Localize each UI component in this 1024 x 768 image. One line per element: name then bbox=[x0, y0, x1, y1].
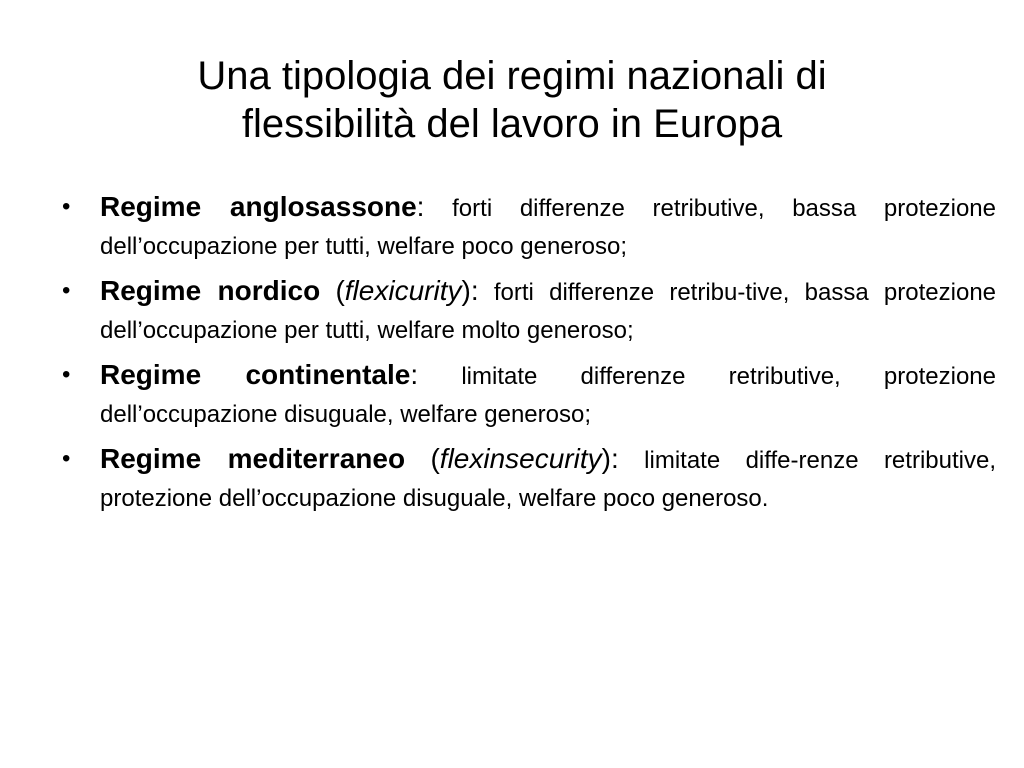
bullet-icon: • bbox=[62, 445, 71, 472]
bullet-term: Regime nordico bbox=[100, 275, 321, 306]
bullet-term: Regime continentale bbox=[100, 359, 411, 390]
bullet-list bbox=[62, 188, 996, 524]
slide-title-line-2: flessibilità del lavoro in Europa bbox=[241, 102, 783, 146]
bullet-paren-term: flexinsecurity bbox=[439, 443, 602, 474]
bullet-colon: : bbox=[410, 359, 419, 390]
paren-close: ) bbox=[601, 443, 611, 474]
bullet-term: Regime anglosassone bbox=[100, 191, 417, 222]
paren-open: ( bbox=[430, 443, 440, 474]
bullet-description: forti differenze retribu-tive, bassa protezione dell’occupazione per tutti, welfare molto generoso; bbox=[100, 279, 997, 344]
slide-title-line-1: Una tipologia dei regimi nazionali di bbox=[197, 54, 827, 98]
slide-title bbox=[60, 52, 964, 148]
bullet-icon: • bbox=[62, 193, 71, 220]
bullet-colon: : bbox=[416, 191, 425, 222]
bullet-item-nordico bbox=[62, 272, 996, 350]
bullet-item-mediterraneo bbox=[62, 440, 996, 518]
bullet-colon: : bbox=[470, 275, 479, 306]
paren-close: ) bbox=[461, 275, 471, 306]
paren-open: ( bbox=[335, 275, 345, 306]
bullet-item-anglosassone bbox=[62, 188, 996, 266]
bullet-item-continentale bbox=[62, 356, 996, 434]
bullet-paren-term: flexicurity bbox=[344, 275, 462, 306]
bullet-icon: • bbox=[62, 277, 71, 304]
bullet-description: forti differenze retributive, bassa protezione dell’occupazione per tutti, welfare poco generoso; bbox=[100, 195, 997, 260]
bullet-icon: • bbox=[62, 361, 71, 388]
bullet-colon: : bbox=[610, 443, 619, 474]
bullet-term: Regime mediterraneo bbox=[100, 443, 406, 474]
bullet-description: limitate diffe-renze retributive, protezione dell’occupazione disuguale, welfare poco generoso. bbox=[100, 447, 996, 512]
bullet-description: limitate differenze retributive, protezione dell’occupazione disuguale, welfare generoso; bbox=[100, 363, 996, 428]
